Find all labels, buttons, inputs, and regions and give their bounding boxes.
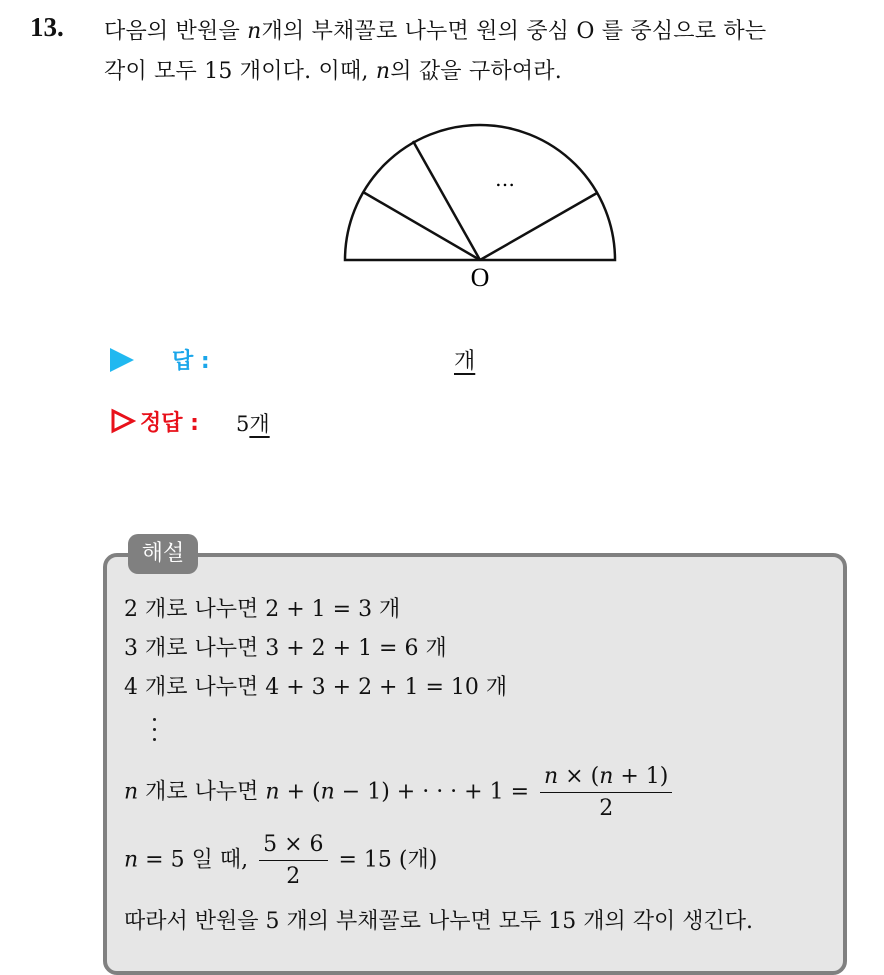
question-text-1b: 개의 부채꼴로 나누면 원의 중심 O 를 중심으로 하는: [261, 19, 767, 44]
question-text-line-1: [104, 14, 766, 45]
question-text-1a: 다음의 반원을: [104, 19, 248, 44]
radius-line: [480, 193, 597, 260]
fraction-denominator: 2: [599, 796, 614, 821]
semicircle-figure: [330, 120, 630, 300]
fraction: [540, 764, 672, 821]
explanation-line-6: 따라서 반원을 5 개의 부채꼴로 나누면 모두 15 개의 각이 생긴다.: [124, 909, 753, 934]
expl-4a: 개로 나누면: [138, 779, 266, 805]
num-c: + 1): [613, 764, 669, 789]
explanation-line-1: 2 개로 나누면 2 + 1 = 3 개: [124, 597, 401, 622]
variable-n: n: [124, 847, 139, 873]
correct-value: [236, 408, 270, 438]
center-label-o: O: [470, 263, 490, 292]
correct-unit: 개: [249, 412, 270, 436]
fraction-denominator: 2: [286, 864, 301, 889]
question-text-2b: 의 값을 구하여라.: [390, 59, 562, 84]
question-text-2a: 각이 모두 15 개이다. 이때,: [104, 59, 376, 84]
expl-5b: = 15 (개): [331, 847, 438, 873]
question-number: 13.: [30, 12, 64, 42]
explanation-line-3: 4 개로 나누면 4 + 3 + 2 + 1 = 10 개: [124, 675, 508, 700]
variable-n: n: [320, 779, 335, 805]
play-filled-icon: [110, 348, 134, 372]
radius-line: [363, 192, 480, 260]
explanation-line-2: 3 개로 나누면 3 + 2 + 1 = 6 개: [124, 636, 447, 661]
play-outline-icon: [110, 408, 136, 434]
expl-5a: = 5 일 때,: [138, 847, 256, 873]
variable-n: n: [375, 59, 391, 84]
ellipsis-label: …: [495, 167, 515, 191]
correct-number: 5: [236, 412, 250, 436]
variable-n: n: [544, 764, 559, 789]
vertical-ellipsis: [150, 718, 160, 748]
semicircle-outline: [345, 125, 615, 260]
num-b: × (: [558, 764, 600, 789]
radius-line: [413, 141, 480, 260]
expl-4b: + (: [279, 779, 321, 805]
fraction-numerator: 5 × 6: [259, 832, 327, 861]
answer-label: 답 :: [172, 349, 210, 374]
explanation-line-5: [124, 832, 437, 889]
variable-n: n: [599, 764, 614, 789]
variable-n: n: [265, 779, 280, 805]
explanation-tag: 해설: [128, 534, 198, 574]
variable-n: n: [247, 19, 262, 44]
variable-n: n: [124, 779, 139, 805]
explanation-line-4: [124, 764, 676, 821]
answer-unit: 개: [454, 349, 476, 374]
correct-label: 정답 :: [140, 411, 199, 436]
fraction-numerator: [540, 764, 672, 793]
fraction: [259, 832, 327, 889]
question-text-line-2: [104, 54, 562, 85]
expl-4c: − 1) + · · · + 1 =: [334, 779, 537, 805]
